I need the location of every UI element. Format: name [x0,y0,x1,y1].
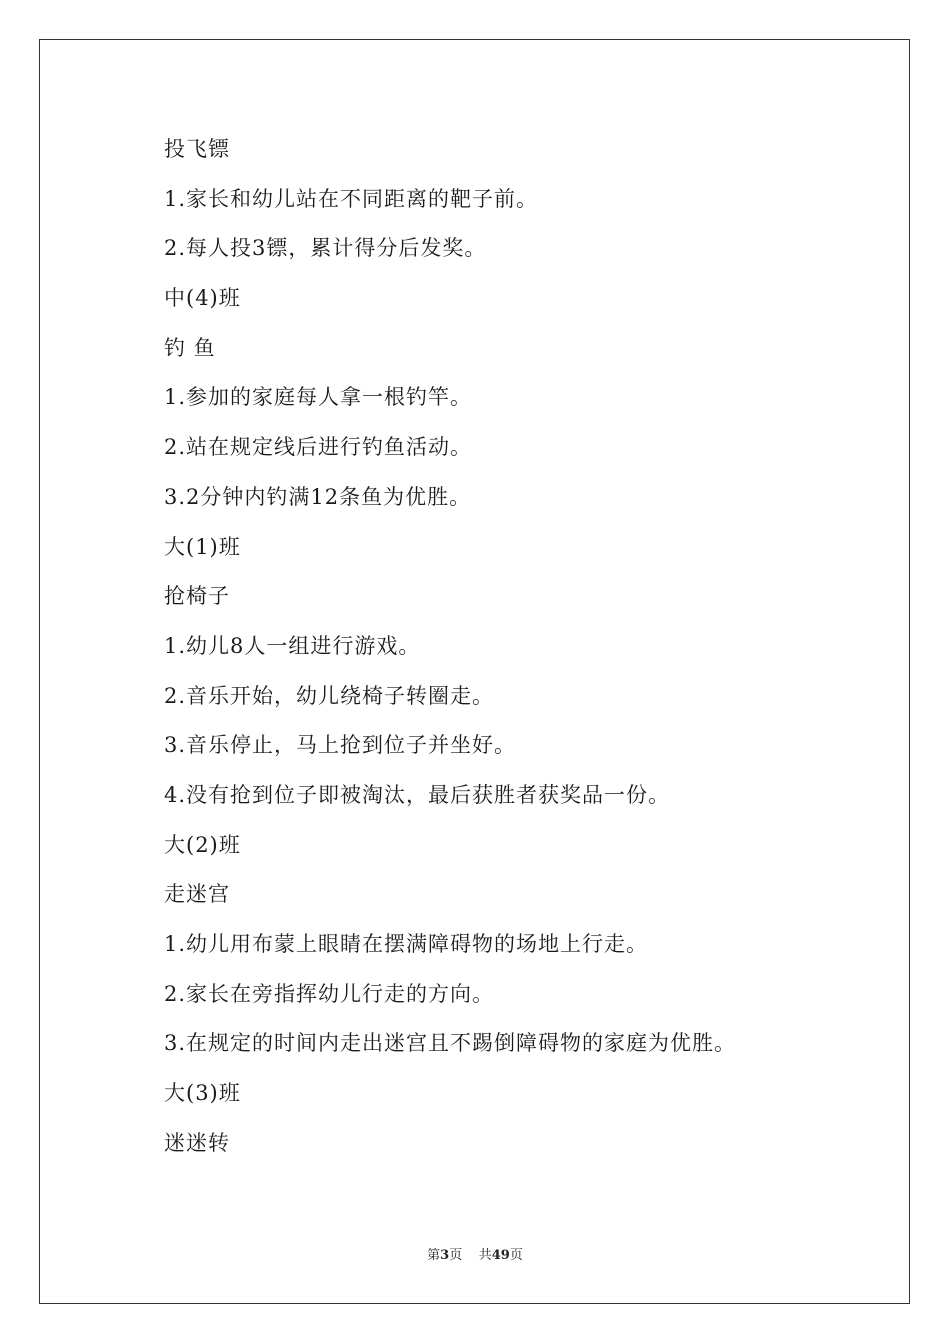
class-heading: 大(2)班 [164,832,241,857]
game-title: 迷迷转 [164,1130,230,1155]
rule-line: 2.音乐开始，幼儿绕椅子转圈走。 [164,683,495,708]
rule-line: 1.幼儿8人一组进行游戏。 [164,633,421,658]
game-title: 钓 鱼 [164,335,216,360]
class-heading: 中(4)班 [164,286,241,311]
footer-prefix: 第 [427,1248,441,1263]
rule-line: 2.站在规定线后进行钓鱼活动。 [164,435,473,460]
rule-line: 3.在规定的时间内走出迷宫且不踢倒障碍物的家庭为优胜。 [164,1031,737,1056]
footer-page-suffix: 页 [449,1248,463,1263]
class-heading: 大(1)班 [164,534,241,559]
rule-line: 1.幼儿用布蒙上眼睛在摆满障碍物的场地上行走。 [164,932,649,956]
page-footer [0,1244,950,1263]
footer-total-prefix: 共 [478,1248,492,1263]
document-body [164,132,864,1175]
game-title: 投飞镖 [164,137,230,161]
rule-line: 2.每人投3镖，累计得分后发奖。 [164,236,487,261]
rule-line: 1.家长和幼儿站在不同距离的靶子前。 [164,186,539,211]
rule-line: 3.音乐停止，马上抢到位子并坐好。 [164,733,517,758]
footer-total-suffix: 页 [509,1248,523,1263]
rule-line: 2.家长在旁指挥幼儿行走的方向。 [164,981,495,1006]
game-title: 走迷宫 [164,882,230,907]
class-heading: 大(3)班 [164,1081,241,1106]
game-title: 抢椅子 [164,584,230,609]
total-pages-number: 49 [491,1248,510,1263]
current-page-number: 3 [440,1248,450,1263]
rule-line: 1.参加的家庭每人拿一根钓竿。 [164,385,473,410]
rule-line: 4.没有抢到位子即被淘汰，最后获胜者获奖品一份。 [164,782,671,807]
rule-line: 3.2分钟内钓满12条鱼为优胜。 [164,484,472,509]
